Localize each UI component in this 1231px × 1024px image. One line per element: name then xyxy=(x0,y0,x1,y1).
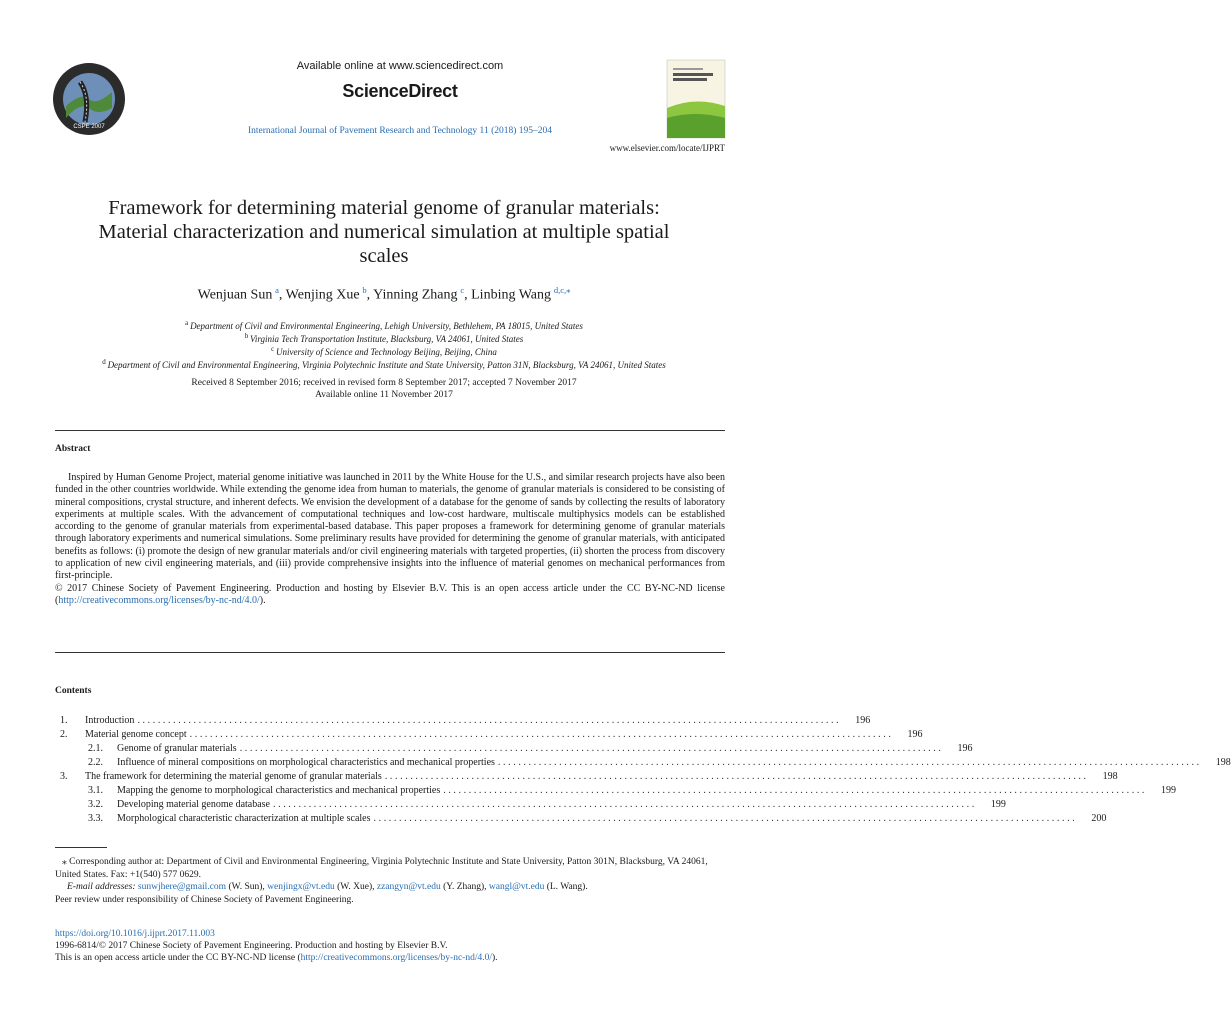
toc-entry[interactable] xyxy=(55,770,1118,783)
toc-leader: .......................................................................................................................................... xyxy=(137,715,842,726)
toc-entry[interactable] xyxy=(55,714,871,727)
email-owner: (W. Xue), xyxy=(337,882,375,892)
toc-title[interactable]: The framework for determining the material genome of granular materials xyxy=(85,771,382,782)
toc-title[interactable]: Influence of mineral compositions on morphological characteristics and mechanical properties xyxy=(117,757,495,768)
affiliation xyxy=(0,357,768,371)
affil-marker: a xyxy=(185,319,189,327)
oa-end: ). xyxy=(492,953,498,963)
license-link[interactable]: http://creativecommons.org/licenses/by-nc-nd/4.0/ xyxy=(58,594,260,606)
abstract-text xyxy=(55,472,725,607)
toc-page: 198 xyxy=(1215,757,1231,768)
toc-number: 2.1. xyxy=(88,743,103,754)
author-affil-ref[interactable]: b xyxy=(362,285,367,295)
toc-page: 200 xyxy=(1091,813,1107,824)
journal-citation[interactable]: International Journal of Pavement Research and Technology 11 (2018) 195–204 xyxy=(247,126,553,136)
available-online-date: Available online 11 November 2017 xyxy=(315,390,453,400)
corresponding-author: ⁎ Corresponding author at: Department of Civil and Environmental Engineering, Virginia Polytechnic Institute and State University, Patton 301N, Blacksburg, VA 24061, United States. Fax: +1(540) 577 0629. xyxy=(55,857,708,880)
logo-text: CSPE 2007 xyxy=(73,124,105,130)
toc-number: 2.2. xyxy=(88,757,103,768)
toc-leader: .......................................................................................................................................... xyxy=(373,813,1078,824)
elsevier-url[interactable]: www.elsevier.com/locate/IJPRT xyxy=(609,143,725,153)
oa-license-link[interactable]: http://creativecommons.org/licenses/by-nc-nd/4.0/ xyxy=(300,953,492,963)
abstract-copyright xyxy=(55,583,725,608)
available-online: Available online at www.sciencedirect.com xyxy=(296,60,504,72)
author-affil-ref[interactable]: d,c,⁎ xyxy=(553,285,571,295)
email-label: E-mail addresses: xyxy=(67,882,136,892)
article-title: Framework for determining material genome of granular materials: Material characterization and numerical simulation at multiple spatial scales xyxy=(98,197,670,267)
affil-text: Department of Civil and Environmental Engineering, Lehigh University, Bethlehem, PA 18015, United States xyxy=(190,321,583,331)
divider xyxy=(55,430,725,431)
issn-line: 1996-6814/© 2017 Chinese Society of Pavement Engineering. Production and hosting by Elsevier B.V. xyxy=(55,941,448,951)
toc-page: 199 xyxy=(1161,785,1177,796)
footnote-rule xyxy=(55,847,107,848)
toc-number: 3. xyxy=(60,771,68,782)
toc-page: 196 xyxy=(957,743,973,754)
affiliation xyxy=(0,318,768,332)
oa-text: This is an open access article under the CC BY-NC-ND license ( xyxy=(55,953,301,963)
affil-text: Department of Civil and Environmental Engineering, Virginia Polytechnic Institute and State University, Patton 31N, Blacksburg, VA 24061, United States xyxy=(107,360,666,370)
divider xyxy=(55,652,725,653)
toc-page: 198 xyxy=(1102,771,1118,782)
journal-cover-image xyxy=(667,60,725,138)
toc-entry[interactable] xyxy=(55,798,1006,811)
toc-number: 3.2. xyxy=(88,799,103,810)
email-link[interactable]: sunwjhere@gmail.com xyxy=(137,882,227,892)
toc-number: 3.1. xyxy=(88,785,103,796)
article-dates xyxy=(0,377,768,401)
copyright-text: © 2017 Chinese Society of Pavement Engineering. Production and hosting by Elsevier B.V. This is an open access article under the CC BY-NC-ND license ( xyxy=(55,582,725,606)
copyright-end: ). xyxy=(259,594,266,606)
author-name: Wenjing Xue xyxy=(285,287,360,303)
affil-marker: d xyxy=(102,358,106,366)
toc-entry[interactable] xyxy=(55,784,1177,797)
email-link[interactable]: wangl@vt.edu xyxy=(488,882,545,892)
toc-leader: .......................................................................................................................................... xyxy=(384,771,1089,782)
toc-title[interactable]: Developing material genome database xyxy=(117,799,270,810)
abstract-heading: Abstract xyxy=(55,444,91,454)
email-owner: (W. Sun), xyxy=(228,882,265,892)
affil-marker: c xyxy=(271,345,275,353)
author-name: Linbing Wang xyxy=(471,287,552,303)
toc-leader: .......................................................................................................................................... xyxy=(273,799,977,810)
affiliation xyxy=(0,344,768,358)
toc-title[interactable]: Material genome concept xyxy=(85,729,187,740)
email-link[interactable]: zzangyn@vt.edu xyxy=(376,882,441,892)
email-addresses xyxy=(55,881,739,894)
open-access-line xyxy=(55,952,727,965)
toc-number: 1. xyxy=(60,715,68,726)
toc-leader: .......................................................................................................................................... xyxy=(443,785,1148,796)
toc-number: 2. xyxy=(60,729,68,740)
toc-title[interactable]: Introduction xyxy=(85,715,135,726)
toc-leader: .......................................................................................................................................... xyxy=(239,743,944,754)
email-link[interactable]: wenjingx@vt.edu xyxy=(267,882,335,892)
toc-entry[interactable] xyxy=(55,812,1107,825)
toc-page: 199 xyxy=(990,799,1006,810)
toc-entry[interactable] xyxy=(55,742,973,755)
toc-page: 196 xyxy=(855,715,871,726)
email-owner: (Y. Zhang), xyxy=(443,882,487,892)
toc-entry[interactable] xyxy=(55,728,923,741)
author-affil-ref[interactable]: c xyxy=(460,285,465,295)
toc-entry[interactable] xyxy=(55,756,1231,769)
author-name: Yinning Zhang xyxy=(373,287,458,303)
toc-title[interactable]: Genome of granular materials xyxy=(117,743,237,754)
abstract-paragraph: Inspired by Human Genome Project, material genome initiative was launched in 2011 by the White House for the U.S., and similar research projects have also been funded in the other countries worldwide. While extending the genome idea from human to materials, the genome of granular materials is considered to be consisting of mineral compositions, crystal structure, and inherent defects. We envision the development of a database for the genome of sands by collecting the results of laboratory experiments at multiple scales. With the advancement of computational techniques and low-cost hardware, multiscale multiphysics models can be established according to the genome of granular materials from experimental-based database. This paper proposes a framework for determining genome of granular materials through laboratory experiments and numerical simulations. Some preliminary results have provided for determining the genome of granular materials, with anticipated benefits as follows: (i) promote the design of new granular materials and/or civil engineering materials with targeted properties, (ii) shorten the process from discovery to application of new civil engineering materials, and (iii) provide comprehensive insights into the influence of material genomes on mechanical performances from first-principle. xyxy=(55,472,725,582)
sciencedirect-brand: ScienceDirect xyxy=(342,81,458,101)
received-dates: Received 8 September 2016; received in revised form 8 September 2017; accepted 7 November 2017 xyxy=(191,378,577,388)
email-owner: (L. Wang). xyxy=(546,882,588,892)
author-list: Wenjuan Sun $^a$, Wenjing Xue $^b$, Yinning Zhang $^c$, Linbing Wang $^{d,c,⁎}$ xyxy=(197,285,571,303)
toc-title[interactable]: Morphological characteristic characterization at multiple scales xyxy=(117,813,371,824)
peer-review-note: Peer review under responsibility of Chinese Society of Pavement Engineering. xyxy=(55,895,354,905)
author-affil-ref[interactable]: a xyxy=(275,285,279,295)
author-name: Wenjuan Sun xyxy=(197,287,273,303)
affil-text: Virginia Tech Transportation Institute, Blacksburg, VA 24061, United States xyxy=(250,334,524,344)
toc-title[interactable]: Mapping the genome to morphological characteristics and mechanical properties xyxy=(117,785,441,796)
toc-page: 196 xyxy=(907,729,923,740)
affil-text: University of Science and Technology Beijing, Beijing, China xyxy=(276,347,497,357)
toc-leader: .......................................................................................................................................... xyxy=(189,729,894,740)
toc-number: 3.3. xyxy=(88,813,103,824)
doi-link[interactable]: https://doi.org/10.1016/j.ijprt.2017.11.003 xyxy=(55,929,215,939)
affiliation xyxy=(0,331,768,345)
affil-marker: b xyxy=(244,332,249,340)
toc-leader: .......................................................................................................................................... xyxy=(497,757,1202,768)
contents-heading: Contents xyxy=(55,686,92,696)
